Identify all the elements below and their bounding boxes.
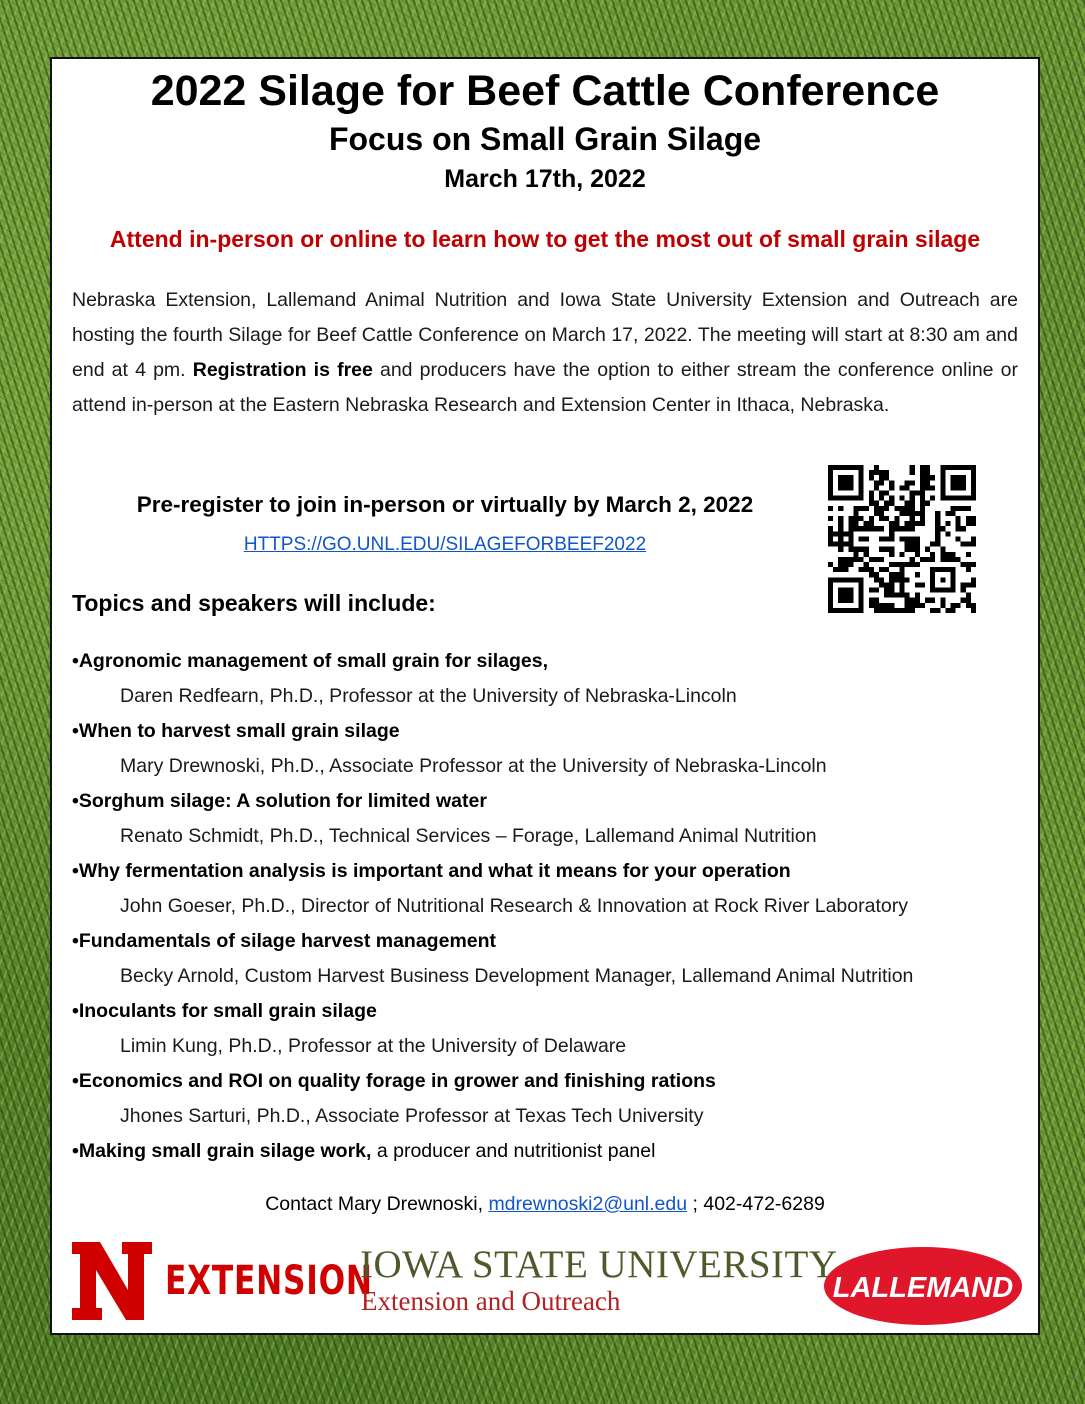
topic-title: •When to harvest small grain silage bbox=[72, 720, 400, 742]
conference-title: 2022 Silage for Beef Cattle Conference bbox=[150, 67, 940, 115]
topic-speaker: Jhones Sarturi, Ph.D., Associate Professor at Texas Tech University bbox=[120, 1105, 704, 1127]
intro-bold: Registration is free bbox=[192, 359, 373, 381]
nebraska-extension-wordmark: EXTENSION bbox=[165, 1258, 373, 1304]
topic-item bbox=[72, 854, 1022, 924]
conference-subtitle: Focus on Small Grain Silage bbox=[328, 121, 762, 157]
topic-item bbox=[72, 784, 1022, 854]
flyer-sheet bbox=[50, 57, 1040, 1335]
intro-part2: and producers have the option to either stream the conference online or attend in-person at the Eastern Nebraska Research and Extension Center in Ithaca, Nebraska. bbox=[72, 359, 1018, 416]
topic-title: •Agronomic management of small grain for silages, bbox=[72, 650, 549, 672]
topic-title: •Sorghum silage: A solution for limited water bbox=[72, 790, 487, 812]
topic-title: •Economics and ROI on quality forage in grower and finishing rations bbox=[72, 1070, 716, 1092]
topics-heading: Topics and speakers will include: bbox=[72, 590, 436, 616]
contact-suffix: ; 402-472-6289 bbox=[687, 1193, 825, 1215]
topic-speaker: Mary Drewnoski, Ph.D., Associate Professor at the University of Nebraska-Lincoln bbox=[120, 755, 827, 777]
lallemand-logo bbox=[822, 1245, 1024, 1327]
topic-speaker: John Goeser, Ph.D., Director of Nutritional Research & Innovation at Rock River Laboratory bbox=[120, 895, 908, 917]
topic-title: •Fundamentals of silage harvest management bbox=[72, 930, 497, 952]
topic-extra: a producer and nutritionist panel bbox=[371, 1140, 656, 1162]
registration-link[interactable]: HTTPS://GO.UNL.EDU/SILAGEFORBEEF2022 bbox=[243, 534, 647, 555]
topic-speaker: Daren Redfearn, Ph.D., Professor at the University of Nebraska-Lincoln bbox=[120, 685, 737, 707]
topic-title bbox=[72, 1134, 1022, 1169]
topics-list bbox=[72, 644, 1022, 1169]
intro-part1: Nebraska Extension, Lallemand Animal Nutrition and Iowa State University Extension and Outreach are hosting the fourth Silage for Beef Cattle Conference on March 17, 2022. The meeting will start at 8:30 am and end at 4 pm. bbox=[72, 289, 1018, 381]
topic-speaker: Limin Kung, Ph.D., Professor at the University of Delaware bbox=[120, 1035, 627, 1057]
topic-item bbox=[72, 1134, 1022, 1169]
topic-title: •Why fermentation analysis is important and what it means for your operation bbox=[72, 860, 791, 882]
nebraska-n-logo bbox=[70, 1240, 154, 1322]
topic-item bbox=[72, 924, 1022, 994]
contact-prefix: Contact Mary Drewnoski, bbox=[265, 1193, 489, 1215]
topic-speaker: Renato Schmidt, Ph.D., Technical Services – Forage, Lallemand Animal Nutrition bbox=[120, 825, 817, 847]
preregister-heading: Pre-register to join in-person or virtually by March 2, 2022 bbox=[136, 492, 754, 517]
tagline: Attend in-person or online to learn how to get the most out of small grain silage bbox=[109, 226, 981, 252]
topic-item bbox=[72, 1064, 1022, 1134]
conference-date: March 17th, 2022 bbox=[444, 165, 646, 193]
contact-line bbox=[52, 1193, 1038, 1216]
isu-extension-outreach: Extension and Outreach bbox=[361, 1286, 621, 1316]
intro-paragraph bbox=[72, 283, 1018, 423]
topic-title-bold: •Making small grain silage work, bbox=[72, 1140, 372, 1162]
topic-item bbox=[72, 994, 1022, 1064]
contact-email-link[interactable]: mdrewnoski2@unl.edu bbox=[488, 1193, 688, 1215]
lallemand-text: LALLEMAND bbox=[832, 1272, 1014, 1304]
topic-item bbox=[72, 644, 1022, 714]
qr-code bbox=[828, 465, 976, 613]
isu-wordmark: IOWA STATE UNIVERSITY bbox=[360, 1243, 838, 1286]
topic-speaker: Becky Arnold, Custom Harvest Business Development Manager, Lallemand Animal Nutrition bbox=[120, 965, 914, 987]
topic-title: •Inoculants for small grain silage bbox=[72, 1000, 377, 1022]
topic-item bbox=[72, 714, 1022, 784]
